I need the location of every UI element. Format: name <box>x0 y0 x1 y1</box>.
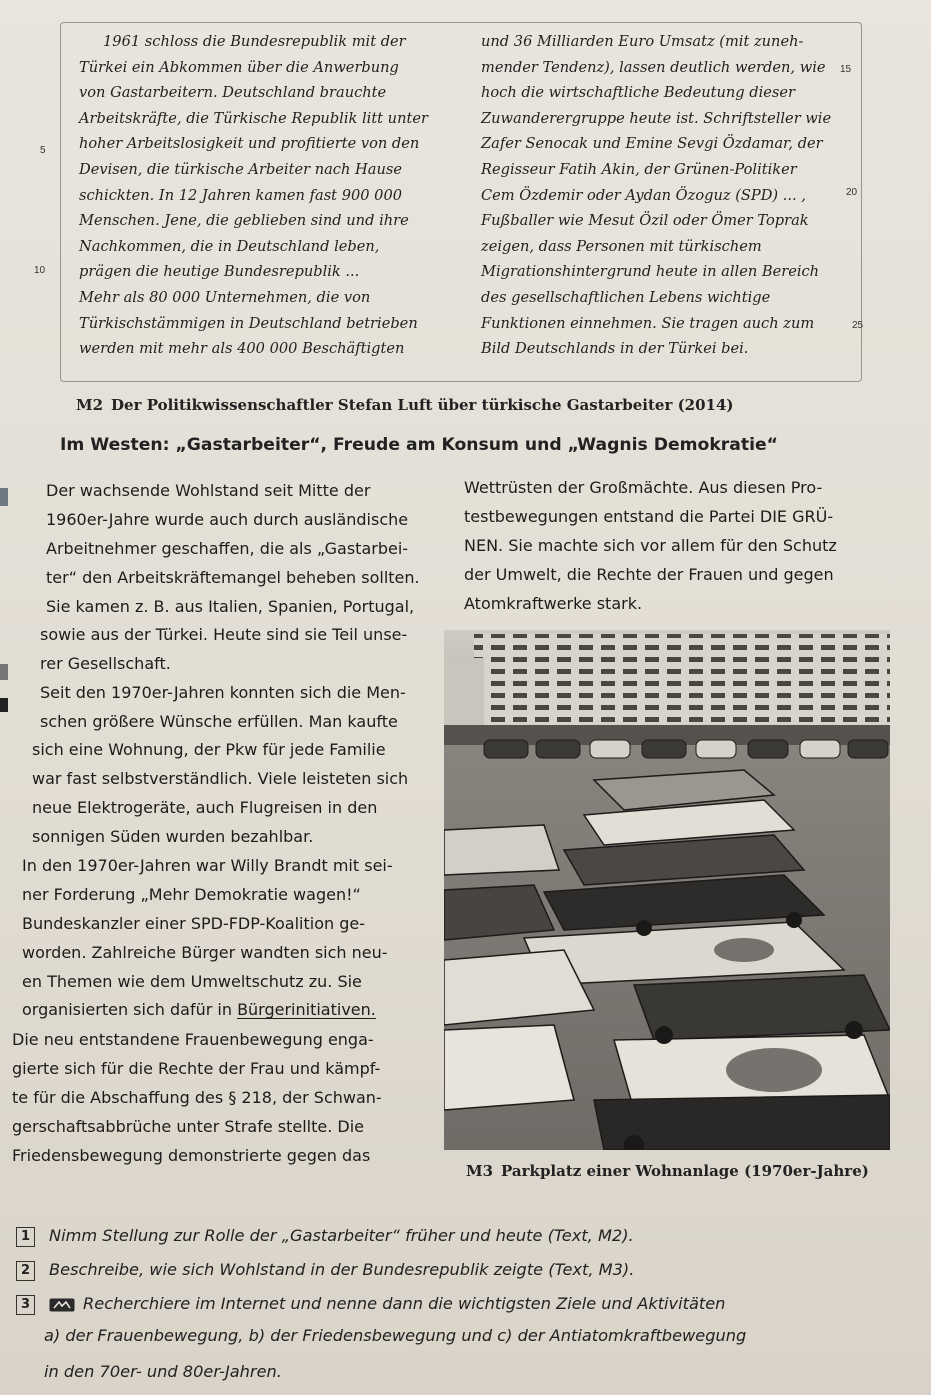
body-line: sonnigen Süden wurden bezahlbar. <box>32 826 314 846</box>
body-line: Der wachsende Wohlstand seit Mitte der <box>46 481 371 500</box>
body-right-column <box>464 474 837 618</box>
quote-line: Devisen, die türkische Arbeiter nach Hause <box>79 160 402 178</box>
task-3-continuation: in den 70er- und 80er-Jahren. <box>44 1362 282 1381</box>
quote-line: hoch die wirtschaftliche Bedeutung dieser <box>481 84 796 102</box>
body-line: war fast selbstverständlich. Viele leisteten sich <box>32 768 409 788</box>
body-left-narrow-a <box>40 621 407 737</box>
task-3-continuation: a) der Frauenbewegung, b) der Friedensbewegung und c) der Antiatomkraftbewegung <box>44 1326 747 1345</box>
quote-line: Türkei ein Abkommen über die Anwerbung <box>79 58 399 76</box>
body-line: schen größere Wünsche erfüllen. Man kaufte <box>40 711 398 731</box>
task-number-badge: 3 <box>16 1295 35 1315</box>
line-number: 15 <box>840 64 852 75</box>
quote-line: Nachkommen, die in Deutschland leben, <box>79 237 380 255</box>
body-left-narrow-b <box>32 736 408 852</box>
quote-right-column <box>481 29 831 362</box>
quote-line: werden mit mehr als 400 000 Beschäftigten <box>79 340 405 358</box>
task-number-badge: 2 <box>16 1261 35 1281</box>
body-line: 1960er-Jahre wurde auch durch ausländische <box>46 509 409 529</box>
quote-left-column <box>79 29 428 362</box>
body-left-top <box>46 477 420 621</box>
task-3 <box>16 1294 725 1315</box>
quote-line: hoher Arbeitslosigkeit und profitierte von den <box>79 135 420 153</box>
caption-label: M3 <box>466 1162 494 1180</box>
body-line: Friedensbewegung demonstrierte gegen das <box>12 1145 371 1165</box>
task-1 <box>16 1226 634 1247</box>
body-line: Arbeitnehmer geschaffen, die als „Gastarbei- <box>46 538 409 558</box>
quote-line: Arbeitskräfte, die Türkische Republik litt unter <box>79 109 428 127</box>
page-edge-marker <box>0 664 8 680</box>
quote-line: Fußballer wie Mesut Özil oder Ömer Toprak <box>481 212 809 230</box>
body-line: ter“ den Arbeitskräftemangel beheben sollten. <box>46 567 420 587</box>
quote-line: prägen die heutige Bundesrepublik ... <box>79 263 360 281</box>
body-line: gerschaftsabbrüche unter Strafe stellte. Die <box>12 1116 364 1136</box>
body-line: der Umwelt, die Rechte der Frauen und gegen <box>464 564 834 584</box>
body-left-narrow-c <box>22 852 393 1025</box>
body-line: Sie kamen z. B. aus Italien, Spanien, Portugal, <box>46 596 415 616</box>
body-line: rer Gesellschaft. <box>40 653 171 673</box>
caption-text: Der Politikwissenschaftler Stefan Luft über türkische Gastarbeiter (2014) <box>111 396 734 414</box>
section-heading: Im Westen: „Gastarbeiter“, Freude am Konsum und „Wagnis Demokratie“ <box>60 435 778 455</box>
body-line: en Themen wie dem Umweltschutz zu. Sie <box>22 971 362 991</box>
body-line: Seit den 1970er-Jahren konnten sich die Men- <box>40 682 406 702</box>
body-line: Die neu entstandene Frauenbewegung enga- <box>12 1030 374 1049</box>
line-number: 20 <box>846 187 858 198</box>
body-line: worden. Zahlreiche Bürger wandten sich neu- <box>22 942 388 962</box>
body-line <box>22 996 393 1025</box>
body-line: Atomkraftwerke stark. <box>464 593 643 613</box>
task-text: Nimm Stellung zur Rolle der „Gastarbeiter“ früher und heute (Text, M2). <box>49 1226 634 1245</box>
quote-line: Funktionen einnehmen. Sie tragen auch zum <box>481 314 815 332</box>
quote-line: Zuwanderergruppe heute ist. Schriftsteller wie <box>481 109 832 127</box>
quote-line: Regisseur Fatih Akin, der Grünen-Politiker <box>481 160 797 178</box>
quote-line: zeigen, dass Personen mit türkischem <box>481 237 762 255</box>
body-line: In den 1970er-Jahren war Willy Brandt mit sei- <box>22 856 393 875</box>
task-text: Recherchiere im Internet und nenne dann die wichtigsten Ziele und Aktivitäten <box>83 1294 726 1313</box>
glossary-term-buergerinitiativen[interactable]: Bürgerinitiativen. <box>237 1000 376 1020</box>
body-line: sich eine Wohnung, der Pkw für jede Familie <box>32 740 386 759</box>
body-line: testbewegungen entstand die Partei DIE GRÜ- <box>464 506 834 526</box>
body-line: neue Elektrogeräte, auch Flugreisen in den <box>32 797 378 817</box>
body-line: Bundeskanzler einer SPD-FDP-Koalition ge- <box>22 913 365 933</box>
caption-label: M2 <box>76 396 104 414</box>
quote-line: Menschen. Jene, die geblieben sind und ihre <box>79 212 409 230</box>
task-2 <box>16 1260 634 1281</box>
line-number: 5 <box>40 145 46 156</box>
source-quote-box <box>60 22 862 382</box>
line-number: 25 <box>852 320 864 331</box>
quote-line: schickten. In 12 Jahren kamen fast 900 000 <box>79 186 403 204</box>
body-line: NEN. Sie machte sich vor allem für den Schutz <box>464 535 837 555</box>
quote-line: des gesellschaftlichen Lebens wichtige <box>481 288 771 306</box>
task-text: Beschreibe, wie sich Wohlstand in der Bundesrepublik zeigte (Text, M3). <box>49 1260 635 1279</box>
body-line: ner Forderung „Mehr Demokratie wagen!“ <box>22 884 361 904</box>
quote-line: Zafer Senocak und Emine Sevgi Özdamar, der <box>481 135 823 153</box>
quote-line: und 36 Milliarden Euro Umsatz (mit zuneh- <box>481 33 804 50</box>
quote-line: 1961 schloss die Bundesrepublik mit der <box>103 33 406 50</box>
quote-line: Bild Deutschlands in der Türkei bei. <box>481 340 749 358</box>
quote-line: Migrationshintergrund heute in allen Bereich <box>481 263 820 281</box>
caption-m2 <box>76 396 734 414</box>
body-line: Wettrüsten der Großmächte. Aus diesen Pro- <box>464 478 823 497</box>
quote-line: Cem Özdemir oder Aydan Özoguz (SPD) ... , <box>481 186 806 204</box>
internet-research-icon <box>49 1298 75 1312</box>
quote-line: Mehr als 80 000 Unternehmen, die von <box>79 288 371 306</box>
line-number: 10 <box>34 265 46 276</box>
page-edge-marker <box>0 488 8 506</box>
quote-line: mender Tendenz), lassen deutlich werden, wie <box>481 58 826 76</box>
body-line: sowie aus der Türkei. Heute sind sie Teil unse- <box>40 625 408 644</box>
parking-lot-photo <box>444 630 890 1150</box>
body-left-narrow-d <box>12 1026 382 1170</box>
body-text: organisierten sich dafür in <box>22 1000 238 1020</box>
caption-text: Parkplatz einer Wohnanlage (1970er-Jahre) <box>501 1162 869 1180</box>
caption-m3 <box>466 1162 869 1180</box>
quote-line: von Gastarbeitern. Deutschland brauchte <box>79 84 387 102</box>
task-number-badge: 1 <box>16 1227 35 1247</box>
body-line: te für die Abschaffung des § 218, der Schwan- <box>12 1087 382 1107</box>
quote-line: Türkischstämmigen in Deutschland betrieben <box>79 314 418 332</box>
body-line: gierte sich für die Rechte der Frau und kämpf- <box>12 1058 381 1078</box>
page-edge-marker <box>0 698 8 712</box>
